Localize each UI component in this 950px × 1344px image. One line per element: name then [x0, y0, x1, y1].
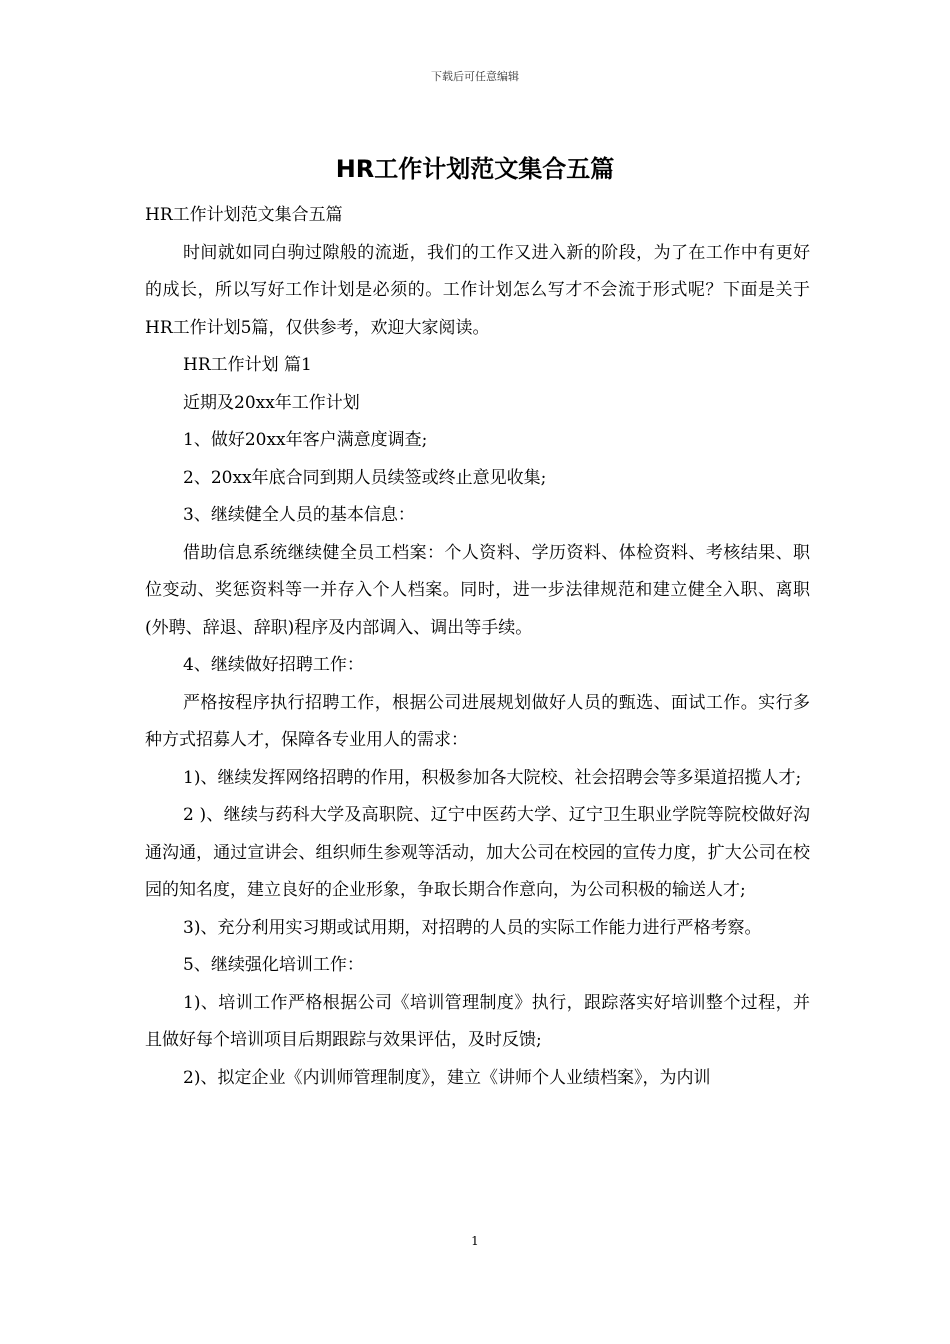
page-number: 1	[471, 1234, 479, 1248]
list-item: 1、做好20xx年客户满意度调查;	[183, 430, 428, 450]
intro-paragraph: 时间就如同白驹过隙般的流逝，我们的工作又进入新的阶段，为了在工作中有更好的成长，所以写好工作计划是必须的。工作计划怎么写才不会流于形式呢？下面是关于HR工作计划5篇，仅供参考，欢迎大家阅读。	[145, 242, 810, 338]
page-header: 下载后可任意编辑	[431, 70, 519, 83]
section-heading: HR工作计划 篇1	[183, 355, 312, 375]
document-title: HR工作计划范文集合五篇	[335, 155, 615, 183]
body-paragraph: 严格按程序执行招聘工作，根据公司进展规划做好人员的甄选、面试工作。实行多种方式招募人才，保障各专业用人的需求：	[145, 692, 810, 750]
list-item: 3、继续健全人员的基本信息：	[183, 505, 415, 525]
sub-list-item: 2 )、继续与药科大学及高职院、辽宁中医药大学、辽宁卫生职业学院等院校做好沟通沟通，通过宣讲会、组织师生参观等活动，加大公司在校园的宣传力度，扩大公司在校园的知名度，建立良好的企业形象，争取长期合作意向，为公司积极的输送人才;	[145, 805, 810, 900]
list-item: 2、20xx年底合同到期人员续签或终止意见收集;	[183, 467, 547, 488]
sub-list-item: 1)、继续发挥网络招聘的作用，积极参加各大院校、社会招聘会等多渠道招揽人才;	[183, 767, 802, 788]
subtitle-paragraph: HR工作计划范文集合五篇	[145, 205, 343, 225]
sub-list-item: 3)、充分利用实习期或试用期，对招聘的人员的实际工作能力进行严格考察。	[183, 917, 762, 938]
list-item: 4、继续做好招聘工作：	[183, 655, 364, 675]
document-body	[145, 197, 810, 1097]
list-item: 5、继续强化培训工作：	[183, 955, 364, 975]
sub-list-item: 2)、拟定企业《内训师管理制度》，建立《讲师个人业绩档案》，为内训	[183, 1067, 711, 1088]
sub-list-item: 1)、培训工作严格根据公司《培训管理制度》执行，跟踪落实好培训整个过程，并且做好每个培训项目后期跟踪与效果评估，及时反馈;	[145, 992, 810, 1050]
body-paragraph: 借助信息系统继续健全员工档案：个人资料、学历资料、体检资料、考核结果、职位变动、奖惩资料等一并存入个人档案。同时，进一步法律规范和建立健全入职、离职(外聘、辞退、辞职)程序及内部调入、调出等手续。	[145, 542, 810, 638]
plan-heading: 近期及20xx年工作计划	[183, 392, 360, 413]
